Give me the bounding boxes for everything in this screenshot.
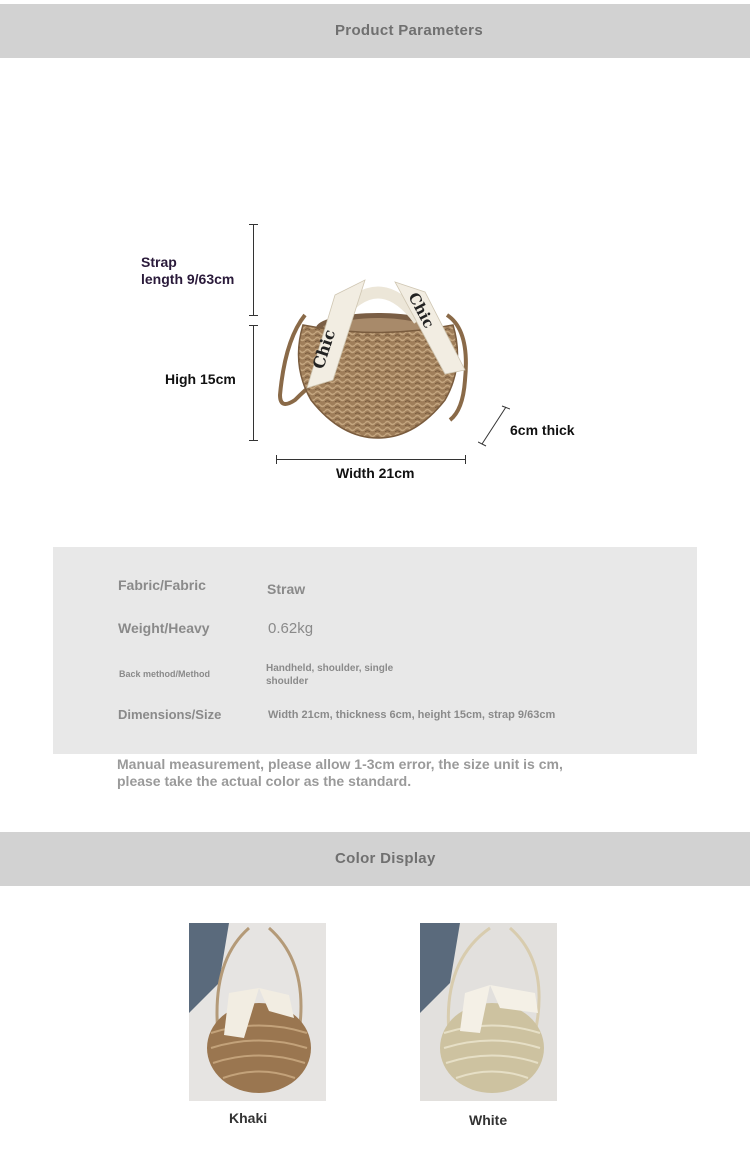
width-label: Width 21cm — [336, 465, 415, 481]
param-value-carry-method — [266, 662, 393, 688]
color-display-banner — [0, 832, 750, 886]
note-line2: please take the actual color as the standard. — [117, 773, 412, 789]
width-tick-right — [465, 455, 466, 464]
measurement-note — [117, 756, 607, 790]
param-value-fabric: Straw — [267, 581, 306, 597]
strap-length-label — [141, 254, 234, 288]
section-title: Color Display — [335, 850, 436, 867]
param-value-dimensions: Width 21cm, thickness 6cm, height 15cm, strap 9/63cm — [268, 709, 556, 721]
section-title: Product Parameters — [335, 22, 483, 39]
thickness-label: 6cm thick — [510, 422, 575, 438]
strap-dimension-line — [253, 224, 254, 316]
param-label-weight: Weight/Heavy — [118, 620, 210, 636]
param-label-dimensions: Dimensions/Size — [118, 707, 222, 722]
height-dimension-line — [253, 325, 254, 441]
param-label-carry-method: Back method/Method — [119, 669, 211, 679]
height-tick-bottom — [249, 440, 258, 441]
ribbon-text-right: Chic — [404, 289, 439, 332]
height-label: High 15cm — [165, 371, 236, 387]
color-option-khaki[interactable] — [189, 923, 326, 1101]
thickness-dimension-line — [478, 404, 510, 448]
note-line1: Manual measurement, please allow 1-3cm error, the size unit is cm, — [117, 756, 563, 772]
color-label-white: White — [469, 1112, 508, 1128]
carry-method-line2: shoulder — [266, 676, 309, 687]
strap-label-line2: length 9/63cm — [141, 271, 235, 287]
strap-tick-bottom — [249, 315, 258, 316]
width-tick-left — [276, 455, 277, 464]
param-label-fabric: Fabric/Fabric — [118, 577, 206, 593]
strap-label-line1: Strap — [141, 254, 177, 270]
strap-tick-top — [249, 224, 258, 225]
height-tick-top — [249, 325, 258, 326]
product-parameters-banner — [0, 4, 750, 58]
color-label-khaki: Khaki — [229, 1110, 268, 1126]
color-option-white[interactable] — [420, 923, 557, 1101]
khaki-bag-photo — [189, 923, 326, 1101]
straw-bag-illustration — [275, 270, 480, 445]
white-bag-photo — [420, 923, 557, 1101]
width-dimension-line — [276, 459, 466, 460]
carry-method-line1: Handheld, shoulder, single — [266, 663, 394, 674]
param-value-weight: 0.62kg — [268, 620, 314, 637]
ribbon-text-left: Chic — [308, 327, 340, 372]
